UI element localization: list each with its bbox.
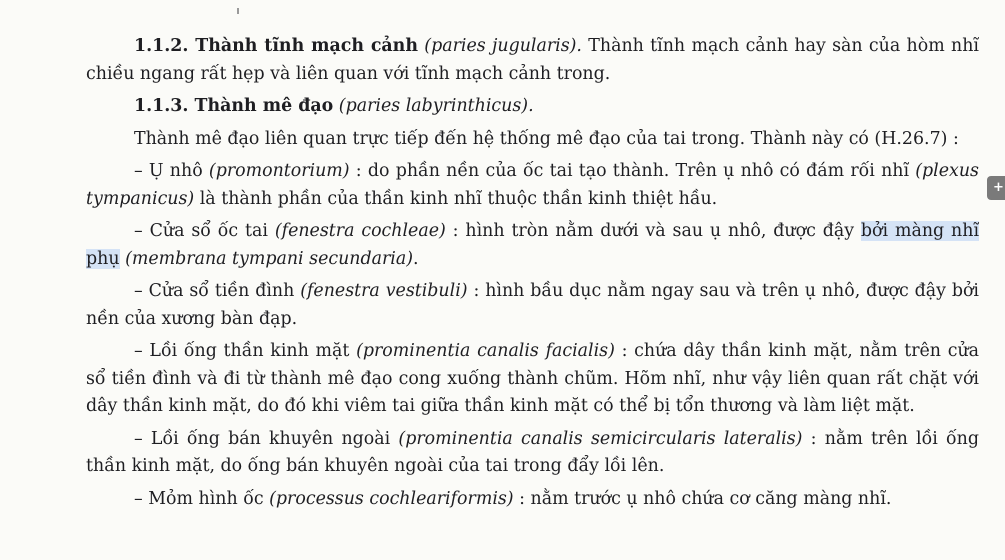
item-text: : nằm trên lồi ống thần kinh mặt, do ống bán khuyên ngoài của tai trong đẩy lồi lên. [86,428,979,476]
list-item-fenestra-vestibuli [86,278,979,333]
item-prefix: – Cửa sổ ốc tai [134,221,275,241]
latin-term: (prominentia canalis semicircularis lateralis) [398,428,803,449]
latin-term: (processus cochleariformis) [269,488,514,509]
item-text: là thành phần của thần kinh nhĩ thuộc thần kinh thiệt hầu. [194,188,718,209]
list-item-cochleariform-process [86,486,979,514]
latin-term: (prominentia canalis facialis) [356,341,615,361]
item-prefix: – Cửa sổ tiền đình [134,281,301,301]
item-text: . [413,248,419,269]
item-prefix: – Lồi ống thần kinh mặt [134,341,357,361]
document-text [86,33,979,513]
paragraph-text: Thành mê đạo liên quan trực tiếp đến hệ thống mê đạo của tai trong. Thành này có (H.26.7) : [134,128,959,149]
expand-side-tab[interactable] [987,176,1005,200]
item-prefix: – Lồi ống bán khuyên ngoài [134,428,399,449]
item-text: : chứa dây thần kinh mặt, nằm trên cửa sổ tiền đình và đi từ thành mê đạo cong xuống thành chũm. Hõm nhĩ, như vậy liên quan rất chặt với dây thần kinh mặt, do đó khi viêm tai giữa thần kinh mặt có thể bị tổn thương và làm liệt mặt. [86,341,980,416]
item-prefix: – Ụ nhô [134,161,209,181]
latin-term: (paries labyrinthicus). [338,96,534,116]
item-text: : hình tròn nằm dưới và sau ụ nhô, được đậy [445,221,861,241]
item-text: : nằm trước ụ nhô chứa cơ căng màng nhĩ. [513,488,892,509]
item-text: : do phần nền của ốc tai tạo thành. Trên ụ nhô có đám rối nhĩ [349,161,916,181]
plus-icon: + [993,180,1004,195]
latin-term: (fenestra vestibuli) [300,281,468,301]
latin-term: (plexus tympanicus) [86,161,979,209]
list-item-facial-canal [86,338,979,421]
latin-term: (fenestra cochleae) [274,221,446,241]
list-item-promontorium [86,158,979,213]
paragraph-labyrinth-intro [86,126,979,154]
scan-mark [237,8,239,14]
section-heading-1-1-3: 1.1.3. Thành mê đạo [134,96,334,116]
paragraph-labyrinth-heading [86,93,979,121]
item-prefix: – Mỏm hình ốc [134,488,270,509]
section-heading-1-1-2: 1.1.2. Thành tĩnh mạch cảnh [134,36,418,56]
list-item-fenestra-cochleae [86,218,979,273]
latin-term: (promontorium) [208,161,350,181]
list-item-semicircular-canal [86,426,979,481]
text-selection-highlight[interactable]: bởi màng nhĩ phụ [86,221,980,269]
item-text: : hình bầu dục nằm ngay sau và trên ụ nhô, được đậy bởi nền của xương bàn đạp. [86,281,979,329]
paragraph-text: Thành tĩnh mạch cảnh hay sàn của hòm nhĩ chiều ngang rất hẹp và liên quan với tĩnh mạch cảnh trong. [86,36,979,84]
latin-term: (paries jugularis). [424,36,582,56]
paragraph-jugular-wall [86,33,979,88]
latin-term: (membrana tympani secundaria) [125,248,414,269]
